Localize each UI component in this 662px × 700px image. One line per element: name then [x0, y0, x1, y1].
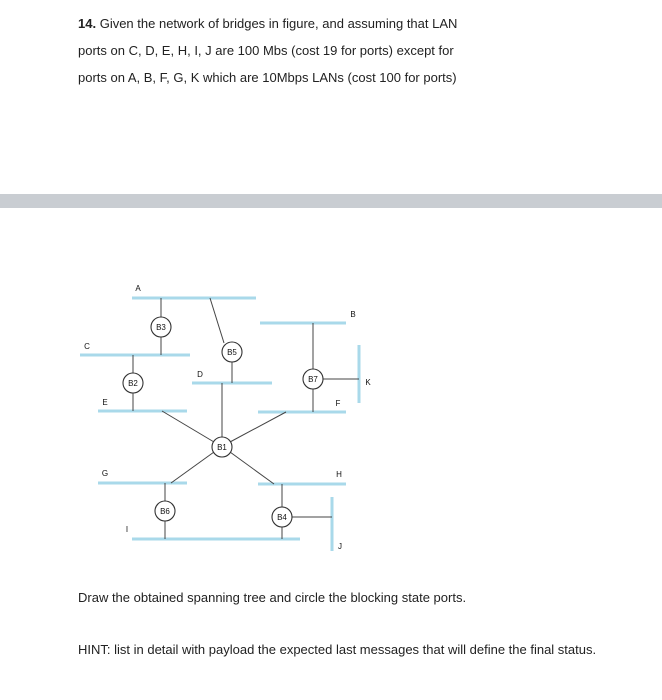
bridge-B7-label: B7: [308, 375, 318, 384]
question-line-3: ports on A, B, F, G, K which are 10Mbps LANs (cost 100 for ports): [78, 70, 457, 85]
question-line-1-text: Given the network of bridges in figure, and assuming that LAN: [99, 16, 458, 31]
bridge-B1-label: B1: [217, 443, 227, 452]
network-diagram: [0, 270, 662, 570]
lan-label-G: G: [101, 469, 109, 478]
bridge-B5: [222, 342, 242, 362]
question-text: [78, 10, 638, 91]
lan-label-E: E: [102, 398, 108, 407]
bridge-B2-label: B2: [128, 379, 138, 388]
lan-label-C: C: [84, 342, 90, 351]
lan-label-F: F: [335, 399, 341, 408]
lan-label-J: J: [338, 542, 342, 551]
bridge-B4-label: B4: [277, 513, 287, 522]
lan-segments: [80, 298, 359, 551]
lan-label-A: A: [135, 284, 141, 293]
question-line-2: ports on C, D, E, H, I, J are 100 Mbs (cost 19 for ports) except for: [78, 43, 454, 58]
hint-text: HINT: list in detail with payload the expected last messages that will define the final status.: [78, 642, 597, 657]
bridge-B6-label: B6: [160, 507, 170, 516]
bridge-B4: [272, 507, 292, 527]
question-line-1: [78, 10, 638, 37]
bridge-B3-label: B3: [156, 323, 166, 332]
instruction-text: Draw the obtained spanning tree and circle the blocking state ports.: [78, 590, 467, 605]
bridge-B6: [155, 501, 175, 521]
lan-label-I: I: [125, 525, 129, 534]
bridge-B3: [151, 317, 171, 337]
bridge-B2: [123, 373, 143, 393]
lan-label-B: B: [350, 310, 356, 319]
lan-label-H: H: [336, 470, 342, 479]
lan-label-K: K: [365, 378, 371, 387]
question-number: 14.: [78, 16, 97, 31]
bridge-B5-label: B5: [227, 348, 237, 357]
bridge-B1: [212, 437, 232, 457]
section-divider: [0, 194, 662, 208]
lan-label-D: D: [197, 370, 203, 379]
bridge-B7: [303, 369, 323, 389]
